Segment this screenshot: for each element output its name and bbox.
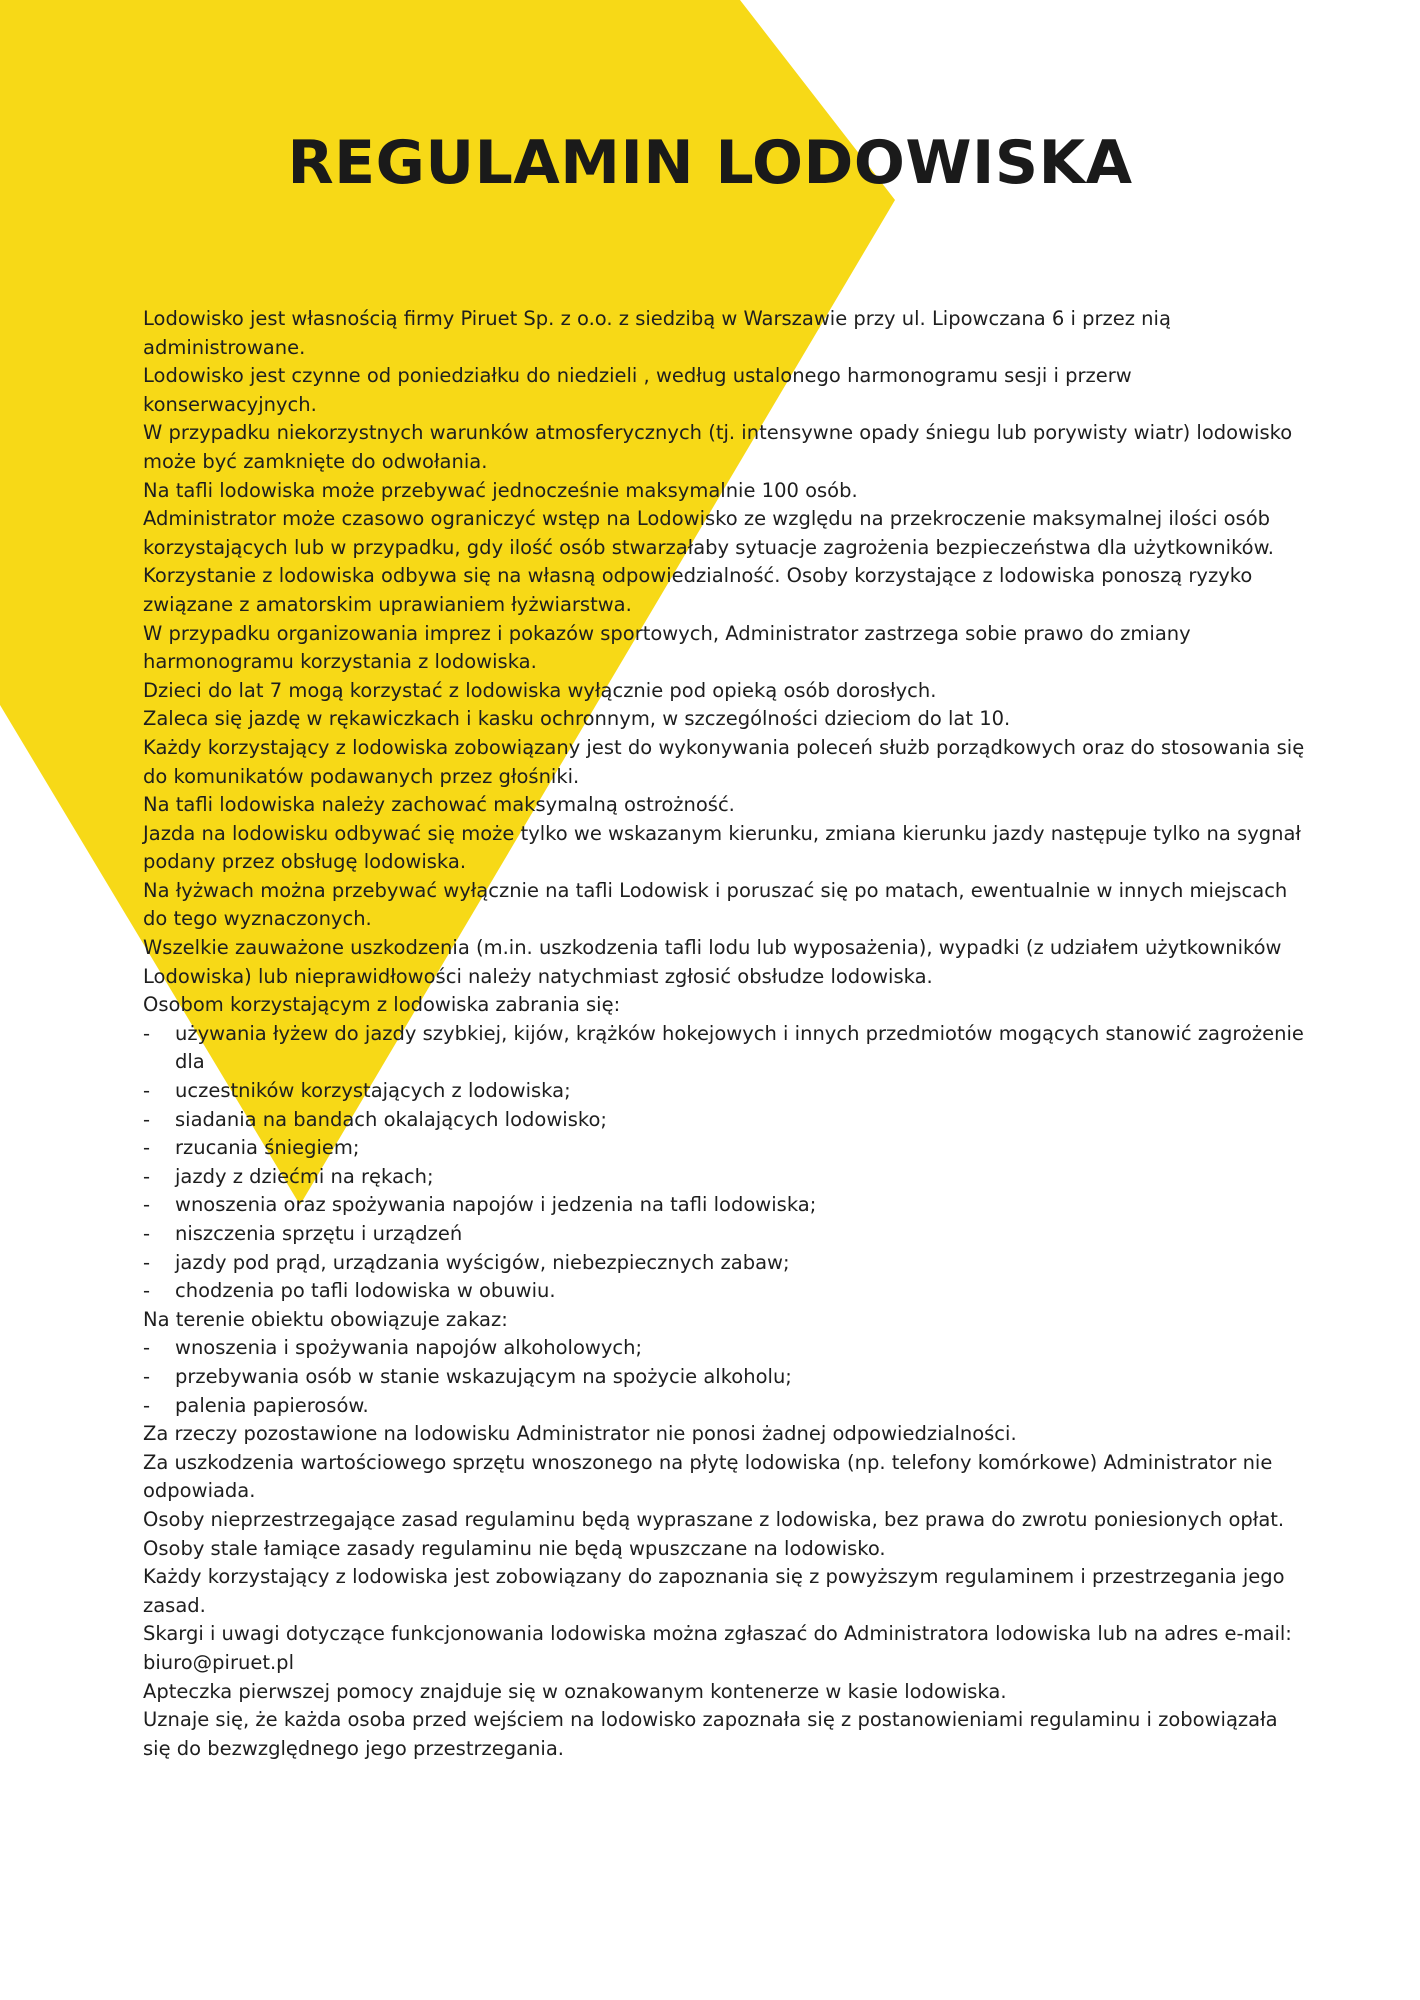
regulation-paragraph: Osobom korzystającym z lodowiska zabrania się: [143, 993, 621, 1017]
regulation-paragraph: Za rzeczy pozostawione na lodowisku Administrator nie ponosi żadnej odpowiedzialności. [143, 1422, 1017, 1446]
regulation-paragraph: Korzystanie z lodowiska odbywa się na własną odpowiedzialność. Osoby korzystające z lodowiska ponoszą ryzyko związane z amatorskim uprawianiem łyżwiarstwa. [143, 564, 1253, 616]
regulation-paragraph: Każdy korzystający z lodowiska jest zobowiązany do zapoznania się z powyższym regulaminem i przestrzegania jego zasad. [143, 1565, 1285, 1617]
regulation-paragraph: Uznaje się, że każda osoba przed wejściem na lodowisko zapoznała się z postanowieniami regulaminu i zobowiązała się do bezwzględnego jego przestrzegania. [143, 1708, 1278, 1760]
regulation-paragraph: Lodowisko jest własnością firmy Piruet Sp. z o.o. z siedzibą w Warszawie przy ul. Lipowczana 6 i przez nią administrowane. [143, 307, 1171, 359]
regulation-paragraph: Każdy korzystający z lodowiska zobowiązany jest do wykonywania poleceń służb porządkowych oraz do stosowania się do komunikatów podawanych przez głośniki. [143, 735, 1305, 788]
regulation-paragraph: Wszelkie zauważone uszkodzenia (m.in. uszkodzenia tafli lodu lub wyposażenia), wypadki (z udziałem użytkowników Lodowiska) lub nieprawidłowości należy natychmiast zgłosić obsłudze lodowiska. [143, 936, 1282, 988]
regulations-body [143, 305, 1308, 1763]
regulation-paragraph: Zaleca się jazdę w rękawiczkach i kasku ochronnym, w szczególności dzieciom do lat 10. [143, 707, 1011, 731]
regulation-paragraph: Lodowisko jest czynne od poniedziałku do niedzieli , według ustalonego harmonogramu sesji i przerw konserwacyjnych. [143, 364, 1132, 416]
regulations-paragraphs-b [143, 1420, 1308, 1763]
page-title: REGULAMIN LODOWISKA [287, 128, 1133, 198]
regulation-paragraph: Jazda na lodowisku odbywać się może tylko we wskazanym kierunku, zmiana kierunku jazdy następuje tylko na sygnał podany przez obsługę lodowiska. [143, 821, 1301, 874]
regulation-paragraph: Osoby stale łamiące zasady regulaminu nie będą wpuszczane na lodowisko. [143, 1536, 886, 1560]
list-item: - używania łyżew do jazdy szybkiej, kijów, krążków hokejowych i innych przedmiotów mogących stanowić zagrożenie dla [143, 1020, 1308, 1077]
regulation-paragraph: Za uszkodzenia wartościowego sprzętu wnoszonego na płytę lodowiska (np. telefony komórkowe) Administrator nie odpowiada. [143, 1450, 1273, 1503]
list-item: - jazdy z dziećmi na rękach; [143, 1163, 1308, 1192]
facility-ban-intro: Na terenie obiektu obowiązuje zakaz: [143, 1307, 508, 1331]
list-item: - uczestników korzystających z lodowiska; [143, 1077, 1308, 1106]
list-item: - niszczenia sprzętu i urządzeń [143, 1220, 1308, 1249]
regulation-paragraph: Na łyżwach można przebywać wyłącznie na tafli Lodowisk i poruszać się po matach, ewentualnie w innych miejscach do tego wyznaczonych. [143, 878, 1288, 931]
facility-bans-list [143, 1334, 1308, 1420]
list-item: - wnoszenia i spożywania napojów alkoholowych; [143, 1334, 1308, 1363]
list-item: - jazdy pod prąd, urządzania wyścigów, niebezpiecznych zabaw; [143, 1249, 1308, 1278]
list-item: - wnoszenia oraz spożywania napojów i jedzenia na tafli lodowiska; [143, 1191, 1308, 1220]
list-item: - przebywania osób w stanie wskazującym na spożycie alkoholu; [143, 1363, 1308, 1392]
regulation-paragraph: Administrator może czasowo ograniczyć wstęp na Lodowisko ze względu na przekroczenie maksymalnej ilości osób korzystających lub w przypadku, gdy ilość osób stwarzałaby sytuacje zagrożenia bezpieczeństwa dla użytkowników. [143, 507, 1274, 559]
regulation-paragraph: W przypadku niekorzystnych warunków atmosferycznych (tj. intensywne opady śniegu lub porywisty wiatr) lodowisko może być zamknięte do odwołania. [143, 421, 1293, 473]
prohibitions-list [143, 1020, 1308, 1306]
regulation-paragraph: Dzieci do lat 7 mogą korzystać z lodowiska wyłącznie pod opieką osób dorosłych. [143, 678, 937, 702]
regulation-paragraph: Osoby nieprzestrzegające zasad regulaminu będą wypraszane z lodowiska, bez prawa do zwrotu poniesionych opłat. [143, 1507, 1285, 1531]
regulation-paragraph: W przypadku organizowania imprez i pokazów sportowych, Administrator zastrzega sobie prawo do zmiany harmonogramu korzystania z lodowiska. [143, 621, 1191, 674]
list-item: - chodzenia po tafli lodowiska w obuwiu. [143, 1277, 1308, 1306]
list-item: - rzucania śniegiem; [143, 1134, 1308, 1163]
regulation-paragraph: Apteczka pierwszej pomocy znajduje się w oznakowanym kontenerze w kasie lodowiska. [143, 1679, 1007, 1703]
list-item: - palenia papierosów. [143, 1392, 1308, 1421]
regulations-paragraphs-a [143, 305, 1308, 1020]
regulation-paragraph: Na tafli lodowiska może przebywać jednocześnie maksymalnie 100 osób. [143, 478, 858, 502]
regulation-paragraph: Na tafli lodowiska należy zachować maksymalną ostrożność. [143, 793, 735, 817]
list-item: - siadania na bandach okalających lodowisko; [143, 1106, 1308, 1135]
regulation-paragraph: Skargi i uwagi dotyczące funkcjonowania lodowiska można zgłaszać do Administratora lodowiska lub na adres e-mail: biuro@piruet.pl [143, 1622, 1292, 1674]
